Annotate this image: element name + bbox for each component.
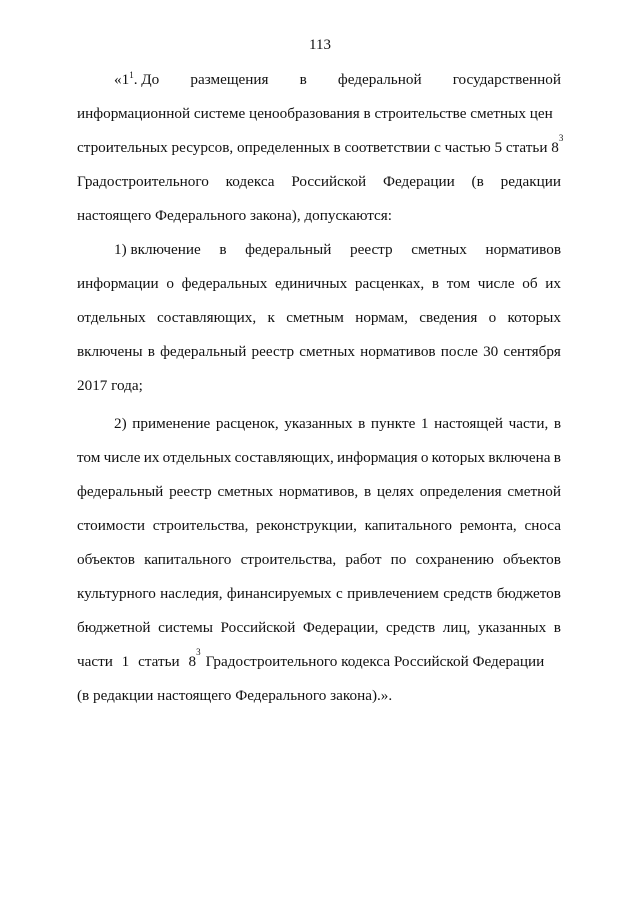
text-word: в xyxy=(363,483,372,500)
text-word: сметным xyxy=(286,309,344,326)
text-line xyxy=(77,274,561,308)
text-word: строительства, xyxy=(152,517,249,534)
text-line xyxy=(77,414,561,448)
text-word: сведения xyxy=(419,309,478,326)
text-word: по xyxy=(390,551,407,568)
text-word: 1) включение xyxy=(114,241,201,258)
text-word: отдельных xyxy=(162,449,232,466)
text-word: бюджетов xyxy=(496,585,561,602)
text-word: объектов xyxy=(503,551,561,568)
text-word: целях xyxy=(376,483,414,500)
text-line xyxy=(77,172,561,206)
text-word: размещения xyxy=(190,71,269,88)
text-word: в xyxy=(358,415,366,432)
text-line: 2017 года; xyxy=(77,377,143,394)
text-word: реконструкции, xyxy=(256,517,357,534)
text-word: указанных xyxy=(477,619,547,636)
text-word: пункте xyxy=(370,415,416,432)
text-word: числе xyxy=(477,275,515,292)
text-word: информации xyxy=(77,275,159,292)
text-word: о xyxy=(488,309,497,326)
text-word: культурного xyxy=(77,585,156,602)
text-word: сноса xyxy=(524,517,561,534)
text-line xyxy=(77,516,561,550)
text-word: расценок, xyxy=(215,415,279,432)
text-word: о xyxy=(420,449,429,466)
text-word: сметной xyxy=(507,483,561,500)
text-word: 2) xyxy=(114,415,127,432)
text-word: к xyxy=(267,309,275,326)
text-word: (в xyxy=(471,173,484,190)
text-word: в xyxy=(147,343,155,360)
text-word: составляющих, xyxy=(234,449,334,466)
text-word: том xyxy=(446,275,471,292)
paragraph-number: «$1^1$. До xyxy=(114,70,160,88)
text-word: наследия, xyxy=(160,585,223,602)
text-word: отдельных xyxy=(77,309,146,326)
text-line xyxy=(77,550,561,584)
text-word: их xyxy=(545,275,561,292)
text-word: части, xyxy=(508,415,549,432)
text-word: федеральный xyxy=(77,483,164,500)
text-line: (в редакции настоящего Федерального закона).». xyxy=(77,687,393,704)
text-word: об xyxy=(522,275,538,292)
text-word: составляющих, xyxy=(157,309,257,326)
text-word: федеральный xyxy=(160,343,247,360)
text-word: федеральных xyxy=(181,275,268,292)
paragraph-1 xyxy=(77,70,564,240)
text-word: лиц, xyxy=(442,619,471,636)
text-word: стоимости xyxy=(77,517,145,534)
text-word: нормативов xyxy=(485,241,561,258)
text-line xyxy=(77,584,561,618)
text-word: в xyxy=(299,71,307,88)
text-word: федеральной xyxy=(337,71,422,88)
text-line: информационной системе ценообразования в строительстве сметных цен xyxy=(77,105,553,122)
page-number: 113 xyxy=(309,37,331,53)
text-word: бюджетной xyxy=(77,619,151,636)
text-word: сентября xyxy=(503,343,561,360)
text-word: средств xyxy=(386,619,436,636)
text-line xyxy=(77,240,561,274)
text-word: с xyxy=(336,585,343,602)
text-word: Российской xyxy=(291,173,367,190)
text-word: 1 xyxy=(420,415,429,432)
list-item-1 xyxy=(77,240,561,410)
text-word: государственной xyxy=(452,71,561,88)
text-line xyxy=(77,70,561,104)
text-word: которых xyxy=(431,449,486,466)
text-word: федеральный xyxy=(245,241,332,258)
text-word: капитального xyxy=(364,517,452,534)
text-line xyxy=(77,618,561,652)
text-word: сметных xyxy=(217,483,274,500)
text-word: в xyxy=(553,415,561,432)
text-word: реестр xyxy=(251,343,295,360)
text-word: редакции xyxy=(500,173,561,190)
text-word: нормативов, xyxy=(278,483,359,500)
text-word: включена xyxy=(488,449,551,466)
text-line xyxy=(77,482,561,516)
text-word: включены xyxy=(77,343,143,360)
text-word: нормам, xyxy=(355,309,408,326)
text-word: нормативов xyxy=(360,343,436,360)
text-word: реестр xyxy=(169,483,212,500)
text-word: Федерации, xyxy=(302,619,379,636)
text-word: реестр xyxy=(349,241,393,258)
text-word: средств xyxy=(443,585,493,602)
text-word: ремонта, xyxy=(459,517,517,534)
text-word: расценках, xyxy=(354,275,425,292)
text-word: Федерации xyxy=(383,173,455,190)
text-word: системы xyxy=(158,619,213,636)
text-word: числе xyxy=(103,449,141,466)
text-word: информация xyxy=(337,449,418,466)
text-word: в xyxy=(431,275,440,292)
text-word: единичных xyxy=(275,275,348,292)
list-item-2 xyxy=(77,414,561,720)
text-line xyxy=(77,448,561,482)
text-word: работ xyxy=(345,551,382,568)
text-word: указанных xyxy=(284,415,353,432)
text-line: части 1 статьи 8 3 Градостроительного кодекса Российской Федерации xyxy=(77,647,545,670)
text-line: настоящего Федерального закона), допускаются: xyxy=(77,207,393,224)
text-word: 30 xyxy=(483,343,499,360)
text-word: настоящей xyxy=(434,415,503,432)
text-word: их xyxy=(143,449,160,466)
text-word: в xyxy=(219,241,227,258)
text-word: в xyxy=(553,449,561,466)
text-word: объектов xyxy=(77,551,135,568)
text-line xyxy=(77,308,561,342)
text-word: кодекса xyxy=(225,173,275,190)
text-word: том xyxy=(77,449,101,466)
text-word: применение xyxy=(132,415,211,432)
text-word: привлечением xyxy=(347,585,439,602)
text-word: Градостроительного xyxy=(77,173,209,190)
text-line: строительных ресурсов, определенных в соответствии с частью 5 статьи 8 3 xyxy=(77,133,564,156)
text-word: определения xyxy=(419,483,502,500)
text-word: финансируемых xyxy=(226,585,332,602)
text-word: которых xyxy=(507,309,561,326)
text-word: капитального xyxy=(144,551,232,568)
text-word: Российской xyxy=(220,619,296,636)
text-word: сохранению xyxy=(415,551,494,568)
text-word: о xyxy=(166,275,174,292)
text-word: строительства, xyxy=(240,551,337,568)
text-word: после xyxy=(440,343,478,360)
text-word: сметных xyxy=(299,343,355,360)
text-line xyxy=(77,342,561,376)
text-word: сметных xyxy=(411,241,467,258)
text-word: в xyxy=(553,619,561,636)
